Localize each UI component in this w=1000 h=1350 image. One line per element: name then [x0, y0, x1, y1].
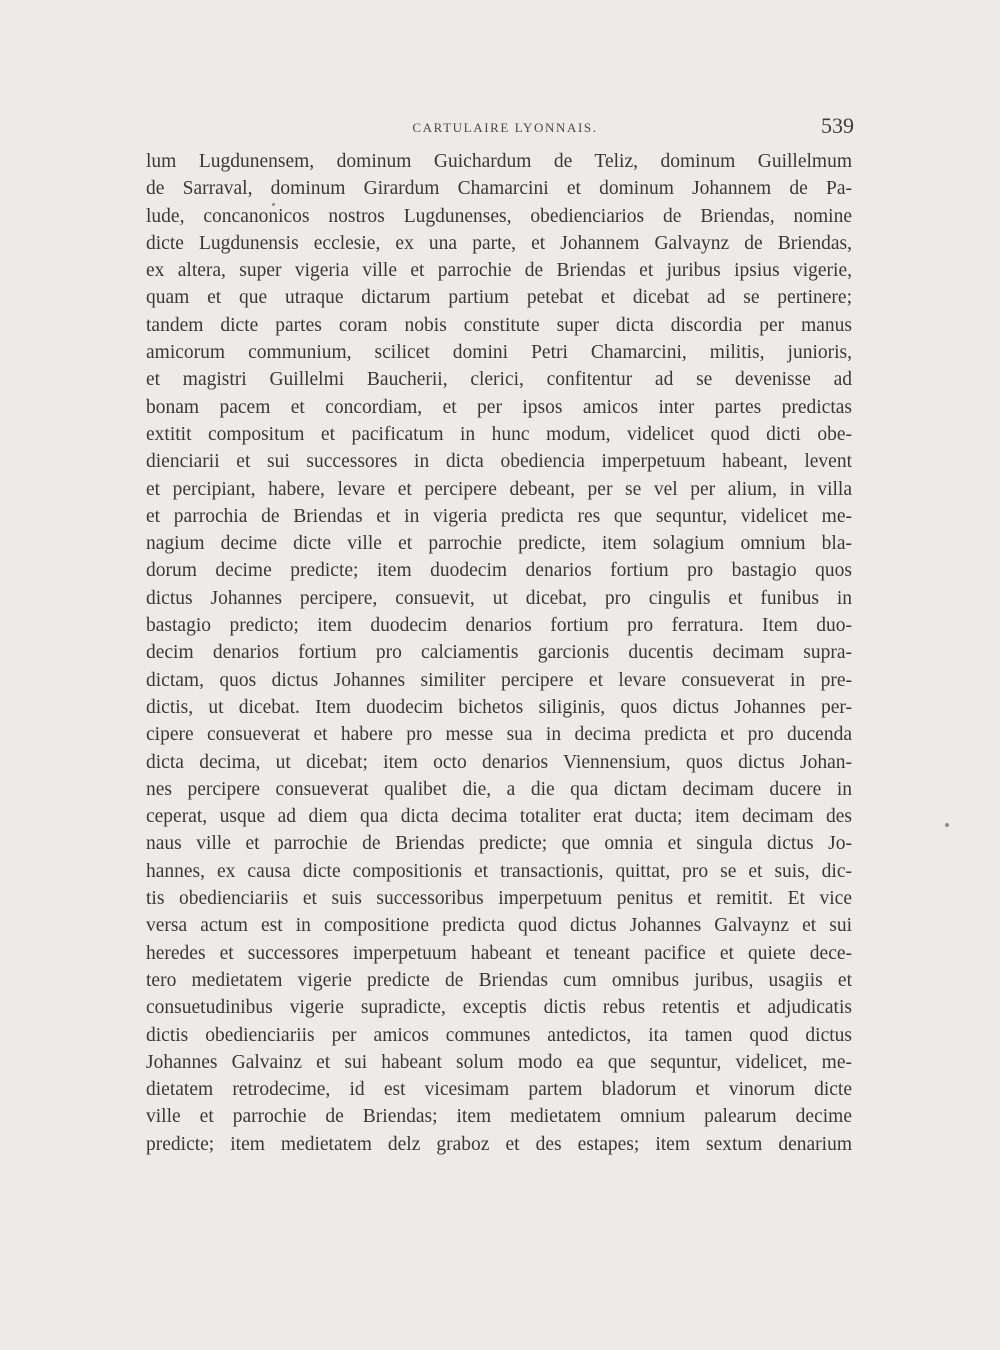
text-line: et magistri Guillelmi Baucherii, clerici, confitentur ad se devenisse ad	[146, 369, 852, 391]
text-line: dietatem retrodecime, id est vicesimam partem bladorum et vinorum dicte	[146, 1079, 852, 1101]
page-number: 539	[821, 113, 854, 138]
text-line: et parrochia de Briendas et in vigeria predicta res que sequntur, videlicet me-	[146, 505, 852, 527]
text-line: hannes, ex causa dicte compositionis et transactionis, quittat, pro se et suis, dic-	[146, 860, 852, 882]
text-line: ex altera, super vigeria ville et parrochie de Briendas et juribus ipsius vigerie,	[146, 260, 852, 282]
text-line: dictis, ut dicebat. Item duodecim bichetos siliginis, quos dictus Johannes per-	[146, 696, 852, 718]
text-line: dorum decime predicte; item duodecim denarios fortium pro bastagio quos	[146, 560, 852, 582]
text-line: nes percipere consueverat qualibet die, a die qua dictam decimam ducere in	[146, 778, 852, 800]
text-line: tero medietatem vigerie predicte de Briendas cum omnibus juribus, usagiis et	[146, 969, 852, 991]
text-line: lum Lugdunensem, dominum Guichardum de Teliz, dominum Guillelmum	[146, 151, 852, 172]
text-line: dictis obedienciariis per amicos communes antedictos, ita tamen quod dictus	[146, 1024, 852, 1046]
text-line: de Sarraval, dominum Girardum Chamarcini et dominum Johannem de Pa-	[146, 178, 852, 200]
text-line: dicte Lugdunensis ecclesie, ex una parte, et Johannem Galvaynz de Briendas,	[146, 232, 852, 254]
text-line: lude, concanonicos nostros Lugdunenses, obedienciarios de Briendas, nomine	[146, 205, 852, 227]
paper-speck	[945, 823, 949, 827]
text-line: tis obedienciariis et suis successoribus imperpetuum penitus et remitit. Et vice	[146, 888, 852, 910]
text-line: et percipiant, habere, levare et percipere debeant, per se vel per alium, in villa	[146, 478, 852, 500]
body-text	[146, 148, 852, 1158]
running-head	[146, 113, 852, 143]
text-line: decim denarios fortium pro calciamentis garcionis ducentis decimam supra-	[146, 642, 852, 664]
text-line: consuetudinibus vigerie supradicte, exceptis dictis rebus retentis et adjudicatis	[146, 997, 852, 1019]
text-line: heredes et successores imperpetuum habeant et teneant pacifice et quiete dece-	[146, 942, 852, 964]
text-line: bastagio predicto; item duodecim denarios fortium pro ferratura. Item duo-	[146, 615, 852, 637]
text-line: bonam pacem et concordiam, et per ipsos amicos inter partes predictas	[146, 396, 852, 418]
text-line: dictus Johannes percipere, consuevit, ut dicebat, pro cingulis et funibus in	[146, 587, 852, 609]
text-line: dicta decima, ut dicebat; item octo denarios Viennensium, quos dictus Johan-	[146, 751, 852, 773]
text-line: versa actum est in compositione predicta quod dictus Johannes Galvaynz et sui	[146, 915, 852, 937]
text-line: dictam, quos dictus Johannes similiter percipere et levare consueverat in pre-	[146, 669, 852, 691]
running-title: CARTULAIRE LYONNAIS.	[412, 120, 598, 135]
text-line: dienciarii et sui successores in dicta obediencia imperpetuum habeant, levent	[146, 451, 852, 473]
text-line: naus ville et parrochie de Briendas predicte; que omnia et singula dictus Jo-	[146, 833, 852, 855]
text-line: quam et que utraque dictarum partium petebat et dicebat ad se pertinere;	[146, 287, 852, 309]
text-line: Johannes Galvainz et sui habeant solum modo ea que sequntur, videlicet, me-	[146, 1051, 852, 1073]
text-line: extitit compositum et pacificatum in hunc modum, videlicet quod dicti obe-	[146, 423, 852, 445]
text-line: amicorum communium, scilicet domini Petri Chamarcini, militis, junioris,	[146, 342, 852, 364]
text-line: nagium decime dicte ville et parrochie predicte, item solagium omnium bla-	[146, 533, 852, 555]
text-line: ville et parrochie de Briendas; item medietatem omnium palearum decime	[146, 1106, 852, 1128]
text-line: predicte; item medietatem delz graboz et des estapes; item sextum denarium	[146, 1133, 852, 1155]
text-line: tandem dicte partes coram nobis constitute super dicta discordia per manus	[146, 314, 852, 336]
text-line: cipere consueverat et habere pro messe sua in decima predicta et pro ducenda	[146, 724, 852, 746]
text-line: ceperat, usque ad diem qua dicta decima totaliter erat ducta; item decimam des	[146, 806, 852, 828]
paper-speck	[272, 203, 275, 206]
